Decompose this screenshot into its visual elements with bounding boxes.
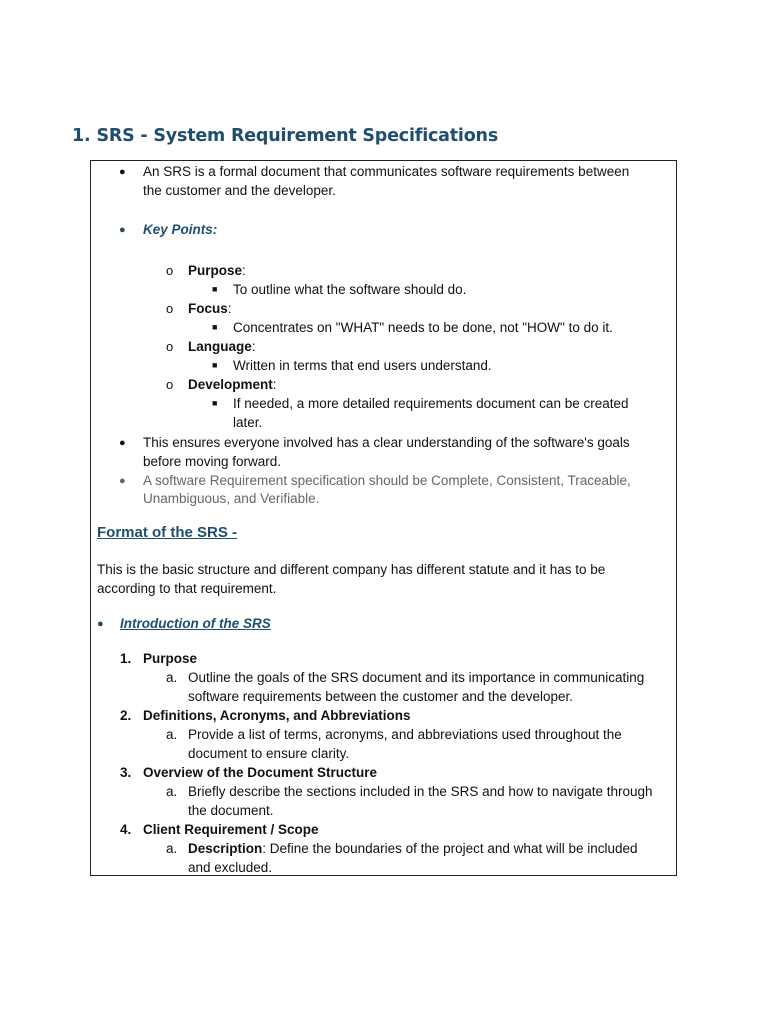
page-title: [72, 126, 498, 146]
point-purpose: Purpose:: [188, 263, 246, 278]
format-heading: Format of the SRS -: [97, 524, 238, 541]
item-sub-label: a.: [166, 727, 178, 742]
item-definitions-line2: document to ensure clarity.: [188, 746, 350, 761]
item-overview-line1: Briefly describe the sections included in the SRS and how to navigate through: [188, 784, 653, 799]
point-focus-detail: Concentrates on "WHAT" needs to be done, not "HOW" to do it.: [233, 320, 613, 335]
item-title-purpose: Purpose: [143, 651, 198, 666]
point-development-detail-line2: later.: [233, 415, 263, 430]
item-title-scope: Client Requirement / Scope: [143, 822, 319, 837]
square-bullet-icon: ■: [212, 360, 218, 370]
item-definitions-line1: Provide a list of terms, acronyms, and abbreviations used throughout the: [188, 727, 622, 742]
item-title-overview: Overview of the Document Structure: [143, 765, 378, 780]
point-language: Language:: [188, 339, 256, 354]
circle-bullet-icon: o: [166, 301, 174, 316]
point-language-detail: Written in terms that end users understand.: [233, 358, 492, 373]
bullet-icon: ●: [119, 166, 126, 178]
item-scope-line1: Description: Define the boundaries of the project and what will be included: [188, 841, 638, 856]
point-development-detail: If needed, a more detailed requirements document can be created: [233, 396, 629, 411]
item-number: 3.: [120, 765, 132, 780]
bullet-icon: ●: [97, 618, 104, 630]
item-purpose-line2: software requirements between the customer and the developer.: [188, 689, 573, 704]
quality-line2: Unambiguous, and Verifiable.: [143, 491, 320, 506]
srs-definition-line1: An SRS is a formal document that communicates software requirements between: [143, 164, 630, 179]
srs-definition-line2: the customer and the developer.: [143, 183, 336, 198]
square-bullet-icon: ■: [212, 322, 218, 332]
point-development: Development:: [188, 377, 277, 392]
item-sub-label: a.: [166, 670, 178, 685]
bullet-icon: ●: [119, 437, 126, 449]
ensure-line2: before moving forward.: [143, 454, 282, 469]
heading-number: 1.: [72, 126, 91, 146]
circle-bullet-icon: o: [166, 339, 174, 354]
basic-structure-line1: This is the basic structure and different company has different statute and it has to be: [97, 562, 606, 577]
bullet-icon: ●: [119, 224, 126, 236]
item-title-definitions: Definitions, Acronyms, and Abbreviations: [143, 708, 411, 723]
item-sub-label: a.: [166, 841, 178, 856]
item-number: 2.: [120, 708, 132, 723]
circle-bullet-icon: o: [166, 377, 174, 392]
item-number: 4.: [120, 822, 132, 837]
ensure-line1: This ensures everyone involved has a clear understanding of the software's goals: [143, 435, 630, 450]
circle-bullet-icon: o: [166, 263, 174, 278]
bullet-icon: ●: [119, 475, 126, 487]
content-box: [90, 160, 677, 876]
introduction-heading: Introduction of the SRS: [120, 616, 271, 631]
heading-text: SRS - System Requirement Specifications: [96, 126, 499, 146]
item-number: 1.: [120, 651, 132, 666]
item-sub-label: a.: [166, 784, 178, 799]
square-bullet-icon: ■: [212, 398, 218, 408]
square-bullet-icon: ■: [212, 284, 218, 294]
key-points-heading: Key Points:: [143, 222, 218, 237]
item-overview-line2: the document.: [188, 803, 274, 818]
point-focus: Focus:: [188, 301, 232, 316]
basic-structure-line2: according to that requirement.: [97, 581, 277, 596]
point-purpose-detail: To outline what the software should do.: [233, 282, 467, 297]
item-purpose-line1: Outline the goals of the SRS document and its importance in communicating: [188, 670, 645, 685]
item-scope-line2: and excluded.: [188, 860, 273, 875]
quality-line1: A software Requirement specification should be Complete, Consistent, Traceable,: [143, 473, 631, 488]
